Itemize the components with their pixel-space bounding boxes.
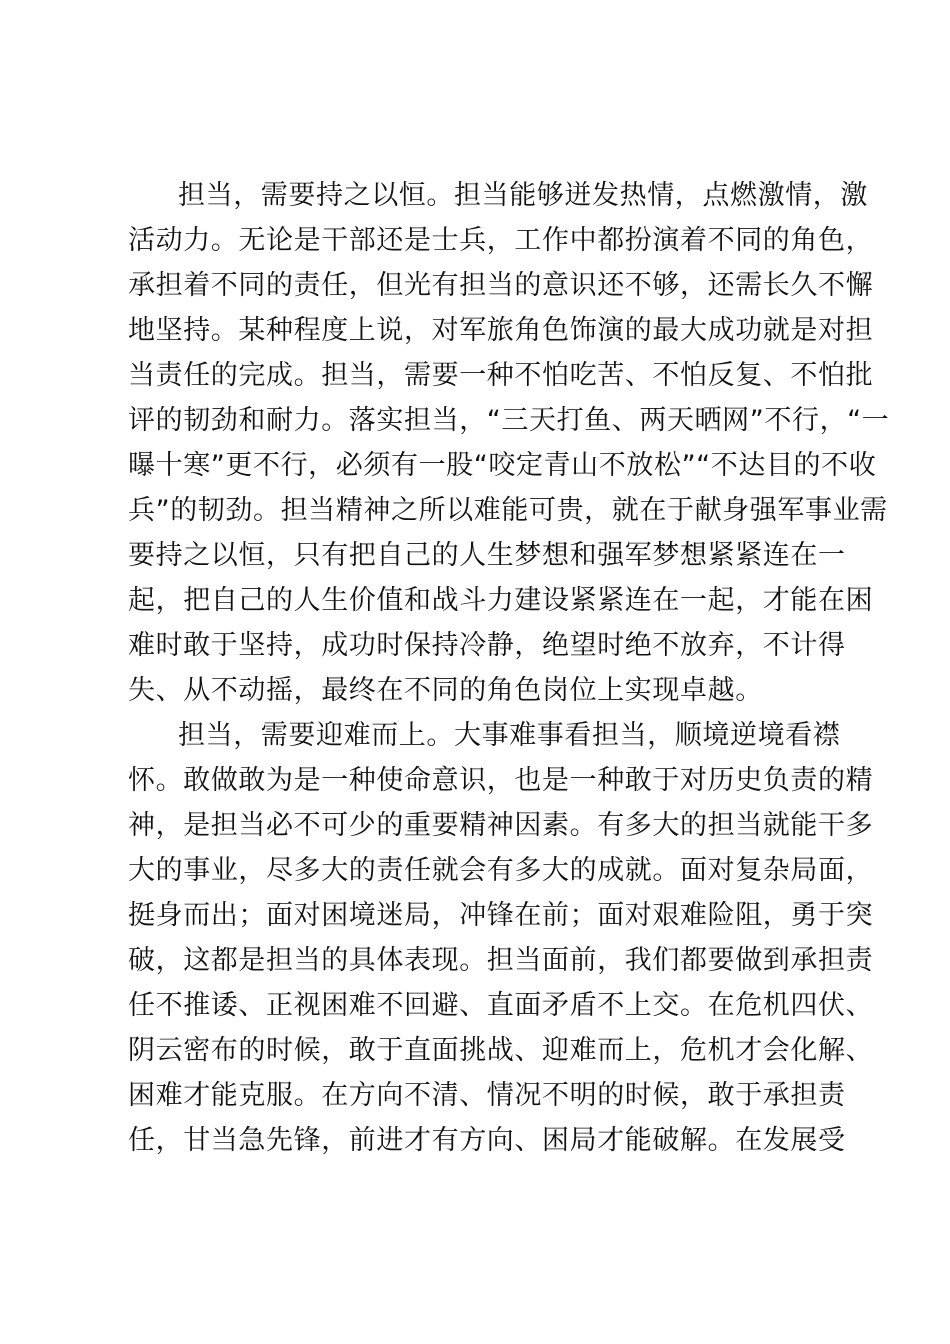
- text-line: 兵”的韧劲。担当精神之所以难能可贵，就在于献身强军事业需: [128, 495, 888, 526]
- text-line: 要持之以恒，只有把自己的人生梦想和强军梦想紧紧连在一: [128, 540, 846, 571]
- text-line: 评的韧劲和耐力。落实担当，“三天打鱼、两天晒网”不行，“一: [128, 405, 890, 436]
- text-line: 任，甘当急先锋，前进才有方向、困局才能破解。在发展受: [128, 1125, 846, 1156]
- text-line: 承担着不同的责任，但光有担当的意识还不够，还需长久不懈: [128, 270, 874, 301]
- text-line: 破，这都是担当的具体表现。担当面前，我们都要做到承担责: [128, 945, 874, 976]
- text-line: 神，是担当必不可少的重要精神因素。有多大的担当就能干多: [128, 810, 874, 841]
- text-line: 怀。敢做敢为是一种使命意识，也是一种敢于对历史负责的精: [128, 765, 874, 796]
- text-line: 挺身而出；面对困境迷局，冲锋在前；面对艰难险阻，勇于突: [128, 900, 874, 931]
- text-line: 任不推诿、正视困难不回避、直面矛盾不上交。在危机四伏、: [128, 990, 874, 1021]
- text-line: 活动力。无论是干部还是士兵，工作中都扮演着不同的角色，: [128, 225, 874, 256]
- text-line: 难时敢于坚持，成功时保持冷静，绝望时绝不放弃，不计得: [128, 630, 846, 661]
- text-line: 曝十寒”更不行，必须有一股“咬定青山不放松”“不达目的不收: [128, 450, 877, 481]
- text-line: 当责任的完成。担当，需要一种不怕吃苦、不怕反复、不怕批: [128, 360, 874, 391]
- text-line: 困难才能克服。在方向不清、情况不明的时候，敢于承担责: [128, 1080, 846, 1111]
- text-line: 起，把自己的人生价值和战斗力建设紧紧连在一起，才能在困: [128, 585, 874, 616]
- text-line: 大的事业，尽多大的责任就会有多大的成就。面对复杂局面，: [128, 855, 874, 886]
- text-line: 失、从不动摇，最终在不同的角色岗位上实现卓越。: [128, 675, 763, 706]
- text-line: 地坚持。某种程度上说，对军旅角色饰演的最大成功就是对担: [128, 315, 874, 346]
- text-line: 阴云密布的时候，敢于直面挑战、迎难而上，危机才会化解、: [128, 1035, 874, 1066]
- text-line: 担当，需要迎难而上。大事难事看担当，顺境逆境看襟: [178, 720, 841, 751]
- text-line: 担当，需要持之以恒。担当能够迸发热情，点燃激情，激: [178, 180, 868, 211]
